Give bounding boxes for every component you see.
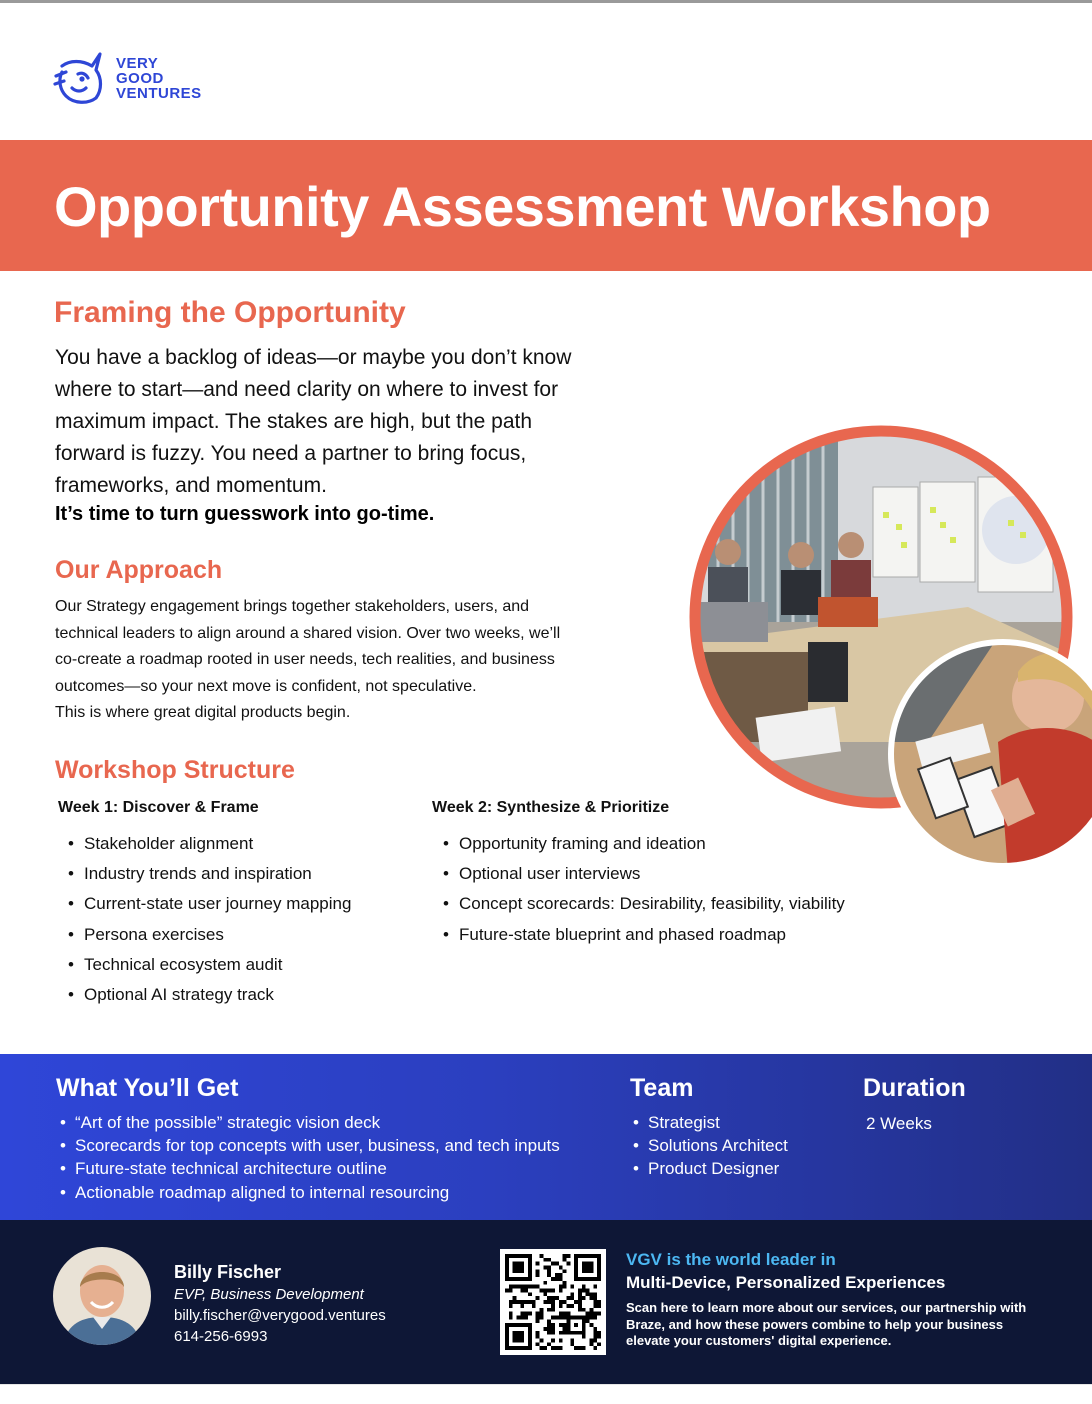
- qr-code[interactable]: [500, 1249, 606, 1355]
- list-item: • Optional user interviews: [433, 862, 845, 892]
- list-item: • Solutions Architect: [630, 1135, 788, 1158]
- promo-subheading: Multi-Device, Personalized Experiences: [626, 1273, 946, 1292]
- bottom-rule: [0, 1384, 1092, 1404]
- deliverables-heading: What You’ll Get: [56, 1074, 239, 1102]
- list-item: • Future-state blueprint and phased roadmap: [433, 923, 845, 953]
- framing-line: forward is fuzzy. You need a partner to bring focus,: [55, 442, 527, 465]
- list-item: • Current-state user journey mapping: [58, 892, 351, 922]
- approach-line: outcomes—so your next move is confident, not speculative.: [55, 677, 477, 695]
- week2-list: [433, 832, 845, 953]
- list-item: • Industry trends and inspiration: [58, 862, 351, 892]
- top-rule: [0, 0, 1092, 3]
- week1-title: Week 1: Discover & Frame: [58, 799, 259, 816]
- list-item: • Scorecards for top concepts with user, business, and tech inputs: [57, 1135, 560, 1158]
- deliverables-list: [57, 1112, 560, 1205]
- contact-band: [0, 1220, 1092, 1384]
- contact-role: EVP, Business Development: [174, 1286, 364, 1303]
- avatar: [53, 1247, 151, 1345]
- vgv-logo[interactable]: [52, 50, 202, 106]
- team-heading: Team: [630, 1074, 694, 1102]
- week2-title: Week 2: Synthesize & Prioritize: [432, 799, 670, 816]
- list-item: • Optional AI strategy track: [58, 983, 351, 1013]
- approach-line: This is where great digital products begin.: [55, 704, 351, 721]
- contact-email[interactable]: billy.fischer@verygood.ventures: [174, 1307, 386, 1324]
- logo-line-ventures: VENTURES: [116, 84, 202, 102]
- list-item: • Concept scorecards: Desirability, feasibility, viability: [433, 892, 845, 922]
- week1-list: [58, 832, 351, 1013]
- list-item: • “Art of the possible” strategic vision deck: [57, 1112, 560, 1135]
- framing-line: maximum impact. The stakes are high, but the path: [55, 410, 533, 433]
- framing-tagline: It’s time to turn guesswork into go-time.: [55, 503, 435, 525]
- list-item: • Technical ecosystem audit: [58, 953, 351, 983]
- duration-value: 2 Weeks: [866, 1114, 932, 1133]
- approach-line: technical leaders to align around a shared vision. Over two weeks, we’ll: [55, 624, 561, 642]
- logo-wordmark: [116, 56, 202, 101]
- framing-line: where to start—and need clarity on where to invest for: [55, 378, 559, 401]
- team-list: [630, 1112, 788, 1182]
- unicorn-head-icon: [52, 50, 110, 106]
- workshop-photos: [668, 412, 1092, 882]
- title-band: [0, 140, 1092, 271]
- list-item: • Future-state technical architecture outline: [57, 1158, 560, 1181]
- list-item: • Opportunity framing and ideation: [433, 832, 845, 862]
- qr-code-icon: [505, 1254, 601, 1350]
- promo-body: Scan here to learn more about our services, our partnership with Braze, and how these powers combine to help your business elevate your customers' digital experience.: [626, 1300, 1027, 1348]
- framing-line: frameworks, and momentum.: [55, 474, 327, 497]
- duration-heading: Duration: [863, 1074, 966, 1102]
- approach-heading: Our Approach: [55, 556, 223, 584]
- structure-heading: Workshop Structure: [55, 756, 295, 784]
- approach-line: Our Strategy engagement brings together stakeholders, users, and: [55, 598, 530, 615]
- framing-line: You have a backlog of ideas—or maybe you don’t know: [55, 346, 572, 369]
- approach-line: co-create a roadmap rooted in user needs, tech realities, and business: [55, 651, 555, 668]
- logo-line-good: GOOD: [116, 69, 164, 87]
- deliverables-band: [0, 1054, 1092, 1220]
- approach-body: [55, 594, 645, 727]
- page-title: Opportunity Assessment Workshop: [54, 175, 991, 238]
- list-item: • Persona exercises: [58, 923, 351, 953]
- list-item: • Actionable roadmap aligned to internal resourcing: [57, 1182, 560, 1205]
- list-item: • Stakeholder alignment: [58, 832, 351, 862]
- list-item: • Strategist: [630, 1112, 788, 1135]
- contact-phone[interactable]: 614-256-6993: [174, 1328, 268, 1345]
- framing-heading: Framing the Opportunity: [54, 296, 406, 329]
- list-item: • Product Designer: [630, 1158, 788, 1181]
- contact-name: Billy Fischer: [174, 1262, 282, 1282]
- logo-line-very: VERY: [116, 54, 159, 72]
- promo-heading: VGV is the world leader in: [626, 1250, 836, 1269]
- framing-body: [55, 342, 655, 502]
